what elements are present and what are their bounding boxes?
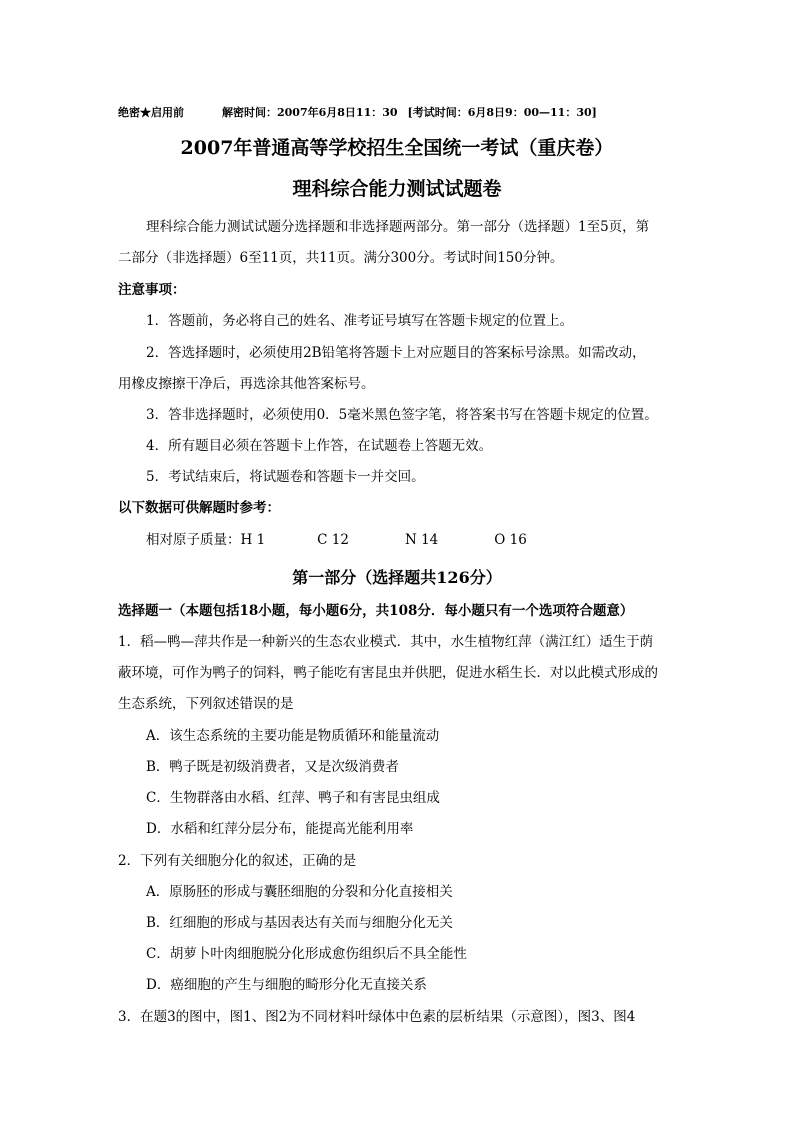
q2-stem: 2．下列有关细胞分化的叙述，正确的是 (118, 853, 357, 869)
q1-line-1: 1．稻—鸭—萍共作是一种新兴的生态农业模式．其中，水生植物红萍（满江红）适生于荫 (118, 634, 654, 650)
notes-heading: 注意事项： (118, 282, 186, 298)
exam-subtitle: 理科综合能力测试试题卷 (292, 178, 502, 200)
q2-option-c: C．胡萝卜叶肉细胞脱分化形成愈伤组织后不具全能性 (146, 946, 467, 962)
atomic-mass-line (146, 531, 527, 549)
atomic-mass-label: 相对原子质量：H 1 (146, 532, 266, 548)
q1-option-c: C．生物群落由水稻、红萍、鸭子和有害昆虫组成 (146, 790, 440, 806)
intro-line-2: 二部分（非选择题）6至11页，共11页。满分300分。考试时间150分钟。 (118, 250, 564, 266)
note-5: 5．考试结束后，将试题卷和答题卡一并交回。 (146, 469, 425, 485)
q1-line-2: 蔽环境，可作为鸭子的饲料，鸭子能吃有害昆虫并供肥，促进水稻生长．对以此模式形成的 (118, 665, 658, 681)
note-4: 4．所有题目必须在答题卡上作答，在试题卷上答题无效。 (146, 438, 493, 454)
note-1: 1．答题前，务必将自己的姓名、准考证号填写在答题卡规定的位置上。 (146, 313, 574, 329)
mass-n: N 14 (404, 532, 439, 548)
note-3: 3．答非选择题时，必须使用0．5毫米黑色签字笔，将答案书写在答题卡规定的位置。 (146, 407, 658, 423)
note-2a: 2．答选择题时，必须使用2B铅笔将答题卡上对应题目的答案标号涂黑。如需改动， (146, 345, 646, 361)
q1-option-a: A．该生态系统的主要功能是物质循环和能量流动 (146, 728, 440, 744)
part1-title: 第一部分（选择题共126分） (292, 568, 502, 587)
mass-o: O 16 (494, 532, 527, 548)
q2-option-d: D．癌细胞的产生与细胞的畸形分化无直接关系 (146, 977, 427, 993)
q1-option-b: B．鸭子既是初级消费者，又是次级消费者 (146, 759, 399, 775)
note-2b: 用橡皮擦擦干净后，再选涂其他答案标号。 (118, 376, 375, 392)
secret-label: 绝密★启用前 (118, 106, 184, 119)
q1-line-3: 生态系统，下列叙述错误的是 (118, 696, 294, 712)
exam-time: [考试时间：6月8日9：00—11：30] (407, 106, 597, 119)
mass-c: C 12 (317, 532, 349, 548)
q1-option-d: D．水稻和红萍分层分布，能提高光能利用率 (146, 821, 414, 837)
reference-heading: 以下数据可供解题时参考： (118, 500, 280, 516)
intro-line-1: 理科综合能力测试试题分选择题和非选择题两部分。第一部分（选择题）1至5页，第 (146, 219, 650, 235)
q2-option-a: A．原肠胚的形成与囊胚细胞的分裂和分化直接相关 (146, 884, 453, 900)
q3-stem: 3．在题3的图中，图1、图2为不同材料叶绿体中色素的层析结果（示意图），图3、图4 (118, 1009, 636, 1025)
q2-option-b: B．红细胞的形成与基因表达有关而与细胞分化无关 (146, 915, 453, 931)
decrypt-time: 解密时间：2007年6月8日11：30 (222, 106, 398, 119)
header-line (118, 104, 597, 122)
exam-title: 2007年普通高等学校招生全国统一考试（重庆卷） (180, 137, 614, 159)
part1-instruction: 选择题一（本题包括18小题，每小题6分，共108分．每小题只有一个选项符合题意） (118, 603, 634, 619)
